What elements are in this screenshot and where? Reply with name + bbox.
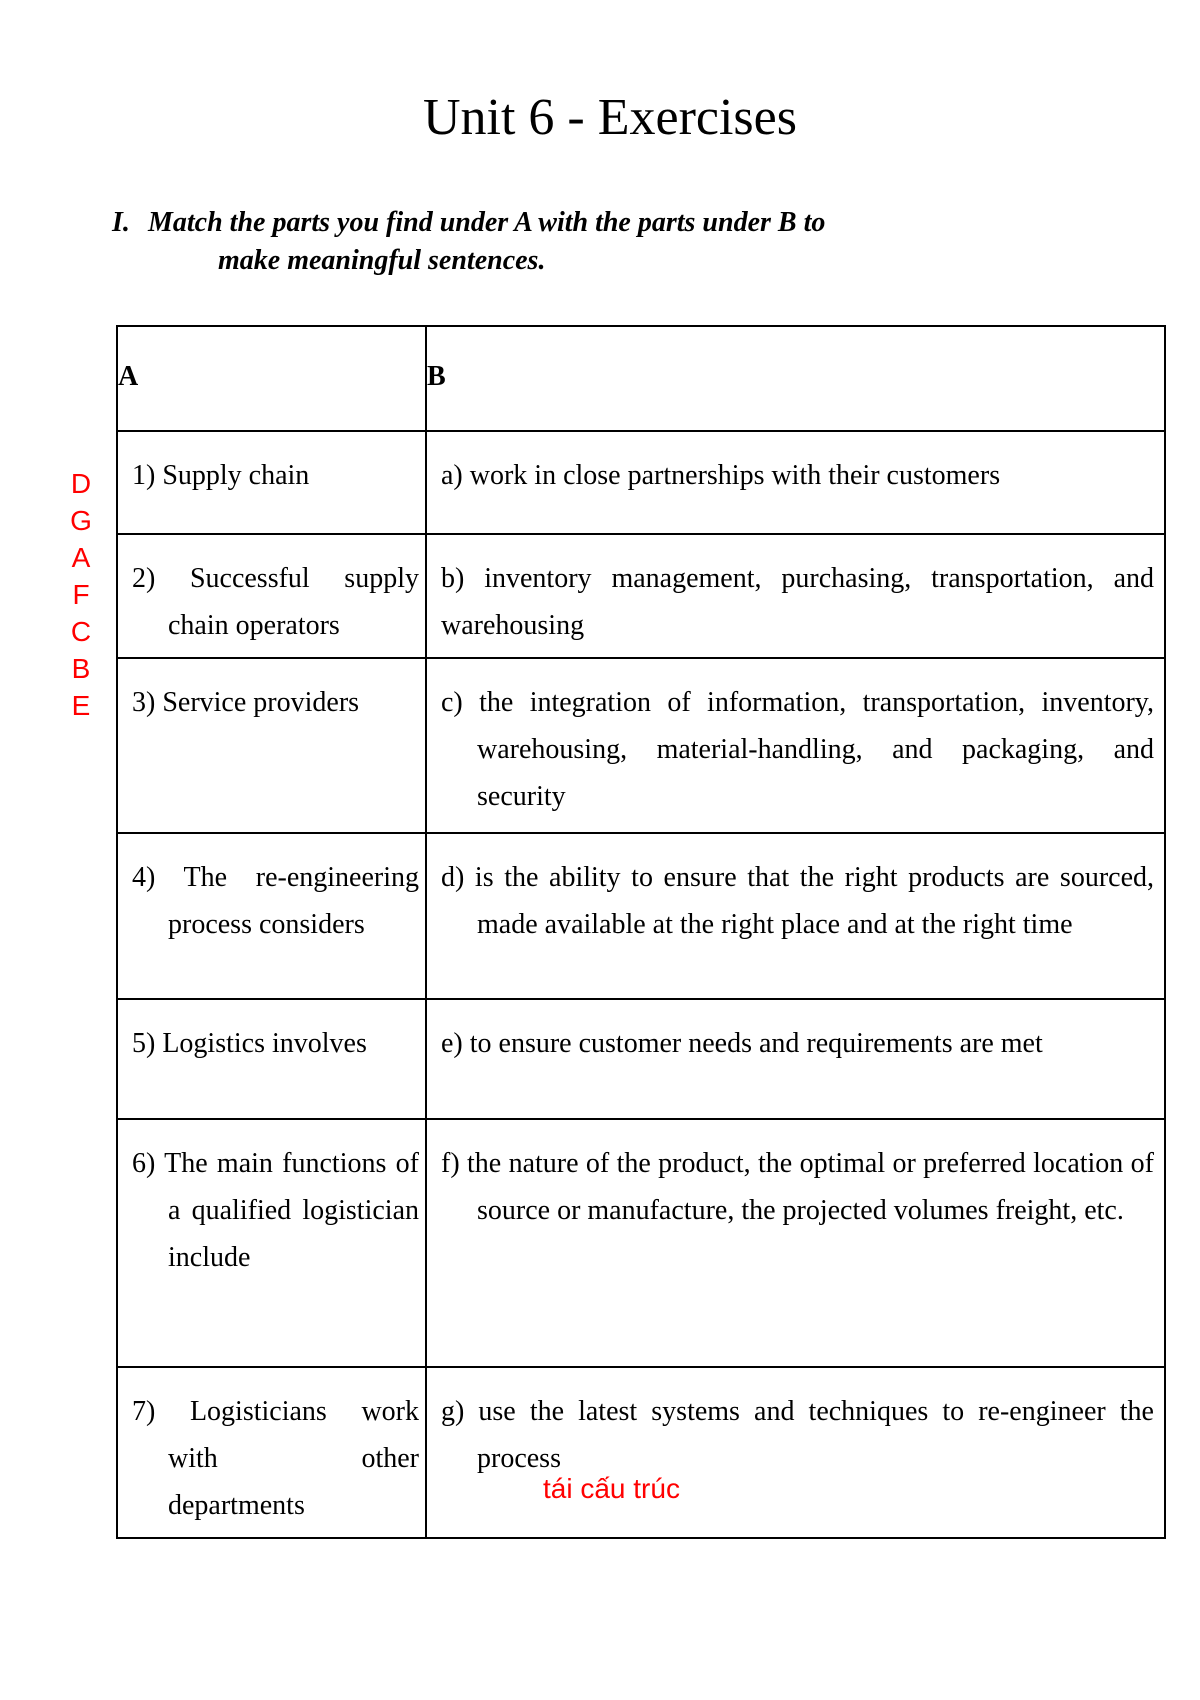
answer-letter-6: B	[71, 653, 91, 684]
instruction-line-2: make meaningful sentences.	[218, 245, 546, 276]
part-a-cell: 5) Logistics involves	[117, 999, 426, 1119]
matching-table	[116, 325, 1166, 1539]
handwritten-answer-column	[66, 465, 96, 724]
table-row	[117, 1367, 1165, 1538]
table-row	[117, 431, 1165, 534]
column-b-header: B	[426, 326, 1165, 431]
handwritten-translation-note: tái cấu trúc	[543, 1473, 680, 1504]
answer-letter-1: D	[70, 468, 92, 499]
part-b-cell: f) the nature of the product, the optimal or preferred location of source or manufacture, the projected volumes freight, etc.	[426, 1119, 1165, 1367]
table-header-row	[117, 326, 1165, 431]
part-b-cell: e) to ensure customer needs and requirements are met	[426, 999, 1165, 1119]
answer-letter-4: F	[72, 579, 90, 610]
part-a-cell: 4) The re-engineering process considers	[117, 833, 426, 999]
part-b-cell: g) use the latest systems and techniques to re-engineer the process tái cấu trúc	[426, 1367, 1165, 1538]
table-row	[117, 1119, 1165, 1367]
part-b-cell: d) is the ability to ensure that the right products are sourced, made available at the right place and at the right time	[426, 833, 1165, 999]
column-a-header: A	[117, 326, 426, 431]
part-a-cell: 6) The main functions of a qualified logistician include	[117, 1119, 426, 1367]
part-b-cell: b) inventory management, purchasing, transportation, and warehousing	[426, 534, 1165, 658]
part-a-cell: 2) Successful supply chain operators	[117, 534, 426, 658]
table-row	[117, 999, 1165, 1119]
table-row	[117, 658, 1165, 833]
table-row	[117, 534, 1165, 658]
answer-letter-2: G	[70, 505, 92, 536]
part-b-cell: c) the integration of information, transportation, inventory, warehousing, material-handling, and packaging, and security	[426, 658, 1165, 833]
part-a-cell: 1) Supply chain	[117, 431, 426, 534]
table-row	[117, 833, 1165, 999]
instruction-line-1: Match the parts you find under A with the parts under B to	[148, 207, 826, 238]
answer-letter-7: E	[71, 690, 91, 721]
part-b-cell: a) work in close partnerships with their customers	[426, 431, 1165, 534]
exercise-number: I.	[112, 207, 130, 238]
exercise-instruction	[112, 204, 1072, 280]
answer-letter-5: C	[70, 616, 92, 647]
page-title: Unit 6 - Exercises	[422, 89, 797, 146]
answer-letter-3: A	[71, 542, 91, 573]
part-a-cell: 7) Logisticians work with other departments	[117, 1367, 426, 1538]
part-a-cell: 3) Service providers	[117, 658, 426, 833]
